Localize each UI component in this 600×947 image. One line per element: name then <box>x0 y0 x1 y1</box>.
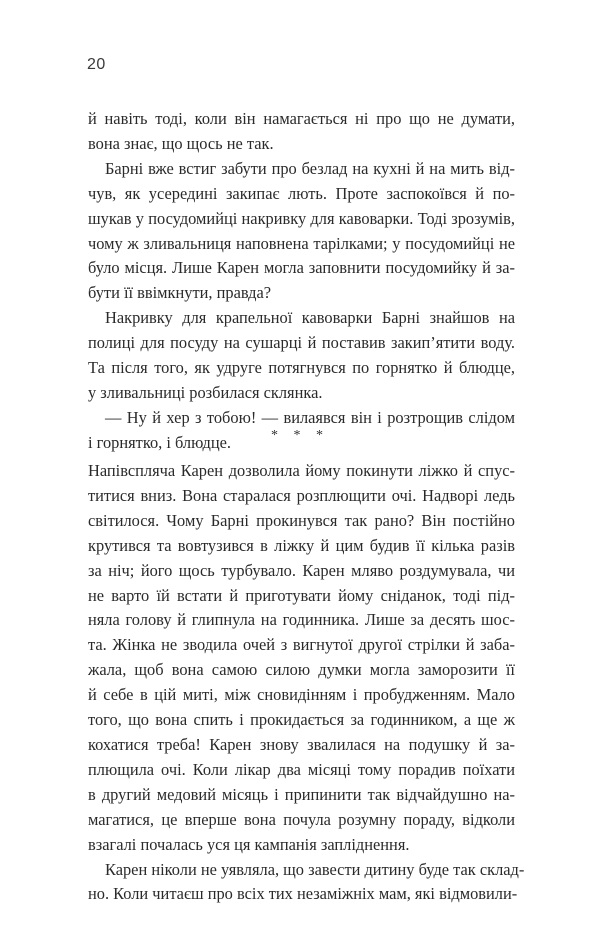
text-line: полиці для посуду на сушарці й поставив закип’ятити воду. <box>88 333 515 353</box>
text-line: кохатися треба! Карен знову звалилася на подушку й за- <box>88 734 515 754</box>
text-line: й себе в цій миті, між сновидінням і пробудженням. Мало <box>88 685 515 705</box>
text-line: за ніч; його щось турбувало. Карен мляво роздумувала, чи <box>88 560 515 580</box>
text-line: магатися, це вперше вона почула розумну пораду, відколи <box>88 809 515 829</box>
text-line: но. Коли читаєш про всіх тих незаміжніх мам, які відмовили- <box>88 884 518 904</box>
text-line: у зливальниці розбилася склянка. <box>88 382 323 402</box>
text-line: чому ж зливальниця наповнена тарілками; у посудомийці не <box>88 233 515 253</box>
text-line: Та після того, як удруге потягнувся по горнятко й блюдце, <box>88 358 515 378</box>
text-line: Напівсплячa Карен дозволила йому покинути ліжко й спус- <box>88 461 515 480</box>
text-section-1 <box>88 107 515 456</box>
text-line: жала, щоб вона самою силою думки могла заморозити її <box>88 660 515 680</box>
text-line: не варто їй встати й приготувати йому сніданок, тоді під- <box>88 585 515 605</box>
text-line: — Ну й хер з тобою! — вилаявся він і розтрощив слідом <box>105 407 515 427</box>
text-line: бути її ввімкнути, правда? <box>88 283 272 303</box>
text-line: світилося. Чому Барні прокинувся так рано? Він постійно <box>88 510 515 530</box>
text-line: та. Жінка не зводила очей з вигнутої другої стрілки й заба- <box>88 635 515 655</box>
text-line: і горнятко, і блюдце. <box>88 432 232 452</box>
text-line: й навіть тоді, коли він намагається ні про що не думати, <box>88 109 515 128</box>
text-line: Накривку для крапельної кавоварки Барні знайшов на <box>105 308 515 328</box>
text-line: плющила очі. Коли лікар два місяці тому порадив поїхати <box>88 759 515 779</box>
text-line: того, що вона спить і прокидається за годинником, а ще ж <box>88 710 515 730</box>
text-line: титися вниз. Вона старалася розплющити очі. Надворі ледь <box>88 485 515 505</box>
text-line: чув, як усередині закипає лють. Проте заспокоївся й по- <box>88 183 515 203</box>
text-line: няла голову й глипнула на годинника. Лише за десять шос- <box>88 610 515 630</box>
text-line: взагалі почалась уся ця кампанія запліднення. <box>88 834 410 854</box>
text-line: в другий медовий місяць і припинити так відчайдушно на- <box>88 784 515 804</box>
text-line: Карен ніколи не уявляла, що завести дитину буде так склад- <box>105 859 525 879</box>
text-section-2 <box>88 459 525 907</box>
page-number: 20 <box>87 56 106 73</box>
text-line: Барні вже встиг забути про безлад на кухні й на мить від- <box>105 158 515 178</box>
text-line: шукав у посудомийці накривку для кавоварки. Тоді зрозумів, <box>88 208 515 228</box>
section-separator: * * * <box>271 428 329 443</box>
text-line: крутився та вовтузився в ліжку й цим будив її кілька разів <box>88 535 515 555</box>
text-line: вона знає, що щось не так. <box>88 133 274 153</box>
text-line: було місця. Лише Карен могла заповнити посудомийку й за- <box>88 258 515 278</box>
